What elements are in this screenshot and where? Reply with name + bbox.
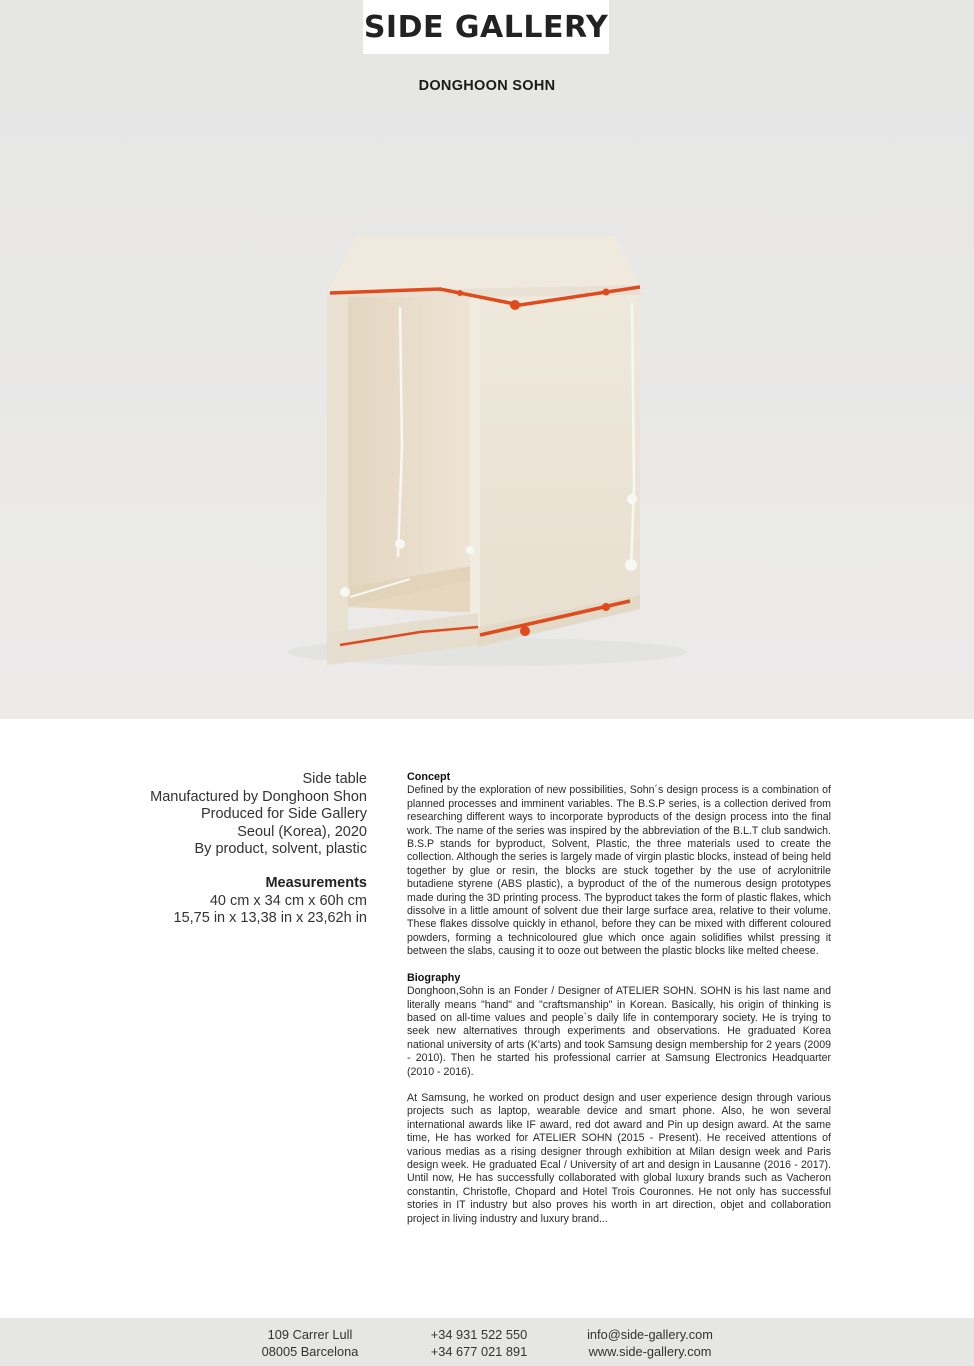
phone-1[interactable]: +34 931 522 550 <box>430 1327 528 1342</box>
biography-paragraph-1: Donghoon,Sohn is an Fonder / Designer of ATELIER SOHN. SOHN is his last name and literally means "hand" and "craftsmanship" in Korean. Basically, his origin of thinking is based on all-time values and people`s daily life in contemporary society. He is trying to seek new alternatives through experiments and observations. He graduated Korea national university of arts (K'arts) and took Samsung design membership for 2 years (2009 - 2010). Then he started his professional carrier at Samsung Electronics Headquarter (2010 - 2016). <box>407 985 831 1078</box>
spec-manufacturer: Manufactured by Donghoon Shon <box>150 788 367 805</box>
address-city: 08005 Barcelona <box>261 1344 359 1359</box>
hero-image <box>0 67 974 719</box>
specifications <box>110 771 367 928</box>
concept-heading: Concept <box>407 771 451 783</box>
logo-text: SIDE GALLERY <box>363 9 609 45</box>
footer-phones <box>414 1326 544 1360</box>
measurements-imperial: 15,75 in x 13,38 in x 23,62h in <box>173 910 367 927</box>
phone-2[interactable]: +34 677 021 891 <box>430 1344 528 1359</box>
spec-producer: Produced for Side Gallery <box>200 806 367 823</box>
spec-origin: Seoul (Korea), 2020 <box>237 823 367 840</box>
biography-heading: Biography <box>407 971 461 984</box>
footer-address <box>250 1326 370 1360</box>
concept-text: Defined by the exploration of new possibilities, Sohn´s design process is a combination of planned processes and imminent variables. The B.S.P series, is a collection derived from researching different ways to incorporate byproducts of the design process into the final work. The name of the series was inspired by the abbreviation of the B.L.T club sandwich. B.S.P stands for byproduct, Solvent, Plastic, the three materials used to create the collection. Although the series is largely made of virgin plastic blocks, instead of being held together by glue or resin, the blocks are stuck together by the use of acrylonitrile butadiene styrene (ABS plastic), a byproduct of the of the numerous design prototypes made during the 3D printing process. The byproduct takes the form of plastic flakes, which dissolve in a little amount of solvent due their large surface area, relative to their volume. These flakes dissolve quickly in ethanol, before they can be mixed with different coloured powders, forming a technicoloured glue which once again solidifies whilst pressing it between the slabs, causing it to ooze out between the plastic blocks like melted cheese. <box>407 784 831 958</box>
artist-name: DONGHOON SOHN <box>418 78 556 94</box>
description-column <box>407 771 831 1226</box>
measurements-heading: Measurements <box>265 874 367 891</box>
measurements-metric: 40 cm x 34 cm x 60h cm <box>209 892 367 909</box>
address-street: 109 Carrer Lull <box>267 1327 353 1342</box>
side-table-photo <box>0 67 974 719</box>
gallery-logo[interactable] <box>363 0 609 54</box>
footer <box>0 1318 974 1366</box>
email-link[interactable]: info@side-gallery.com <box>587 1327 713 1342</box>
biography-paragraph-2: At Samsung, he worked on product design and user experience design through various projects such as laptop, wearable device and smart phone. Also, he won several international awards like IF award, red dot award and Pin up design award. At the same time, He has worked for ATELIER SOHN (2015 - Present). He received attentions of various medias as a rising designer through exhibition at Milan design week and Paris design week. He graduated Ecal / University of art and design in Lausanne (2016 - 2017). Until now, He has successfully collaborated with global luxury brands such as Vacheron constantin, Christofle, Chopard and Hotel Trois Couronnes. He not only has successful stories in IT industry but also proves his worth in art direction, objet and collaboration project in living industry and luxury brand... <box>407 1091 831 1225</box>
spec-type: Side table <box>302 771 367 787</box>
footer-contact <box>580 1326 720 1360</box>
spec-materials: By product, solvent, plastic <box>194 841 367 858</box>
website-link[interactable]: www.side-gallery.com <box>588 1344 712 1359</box>
